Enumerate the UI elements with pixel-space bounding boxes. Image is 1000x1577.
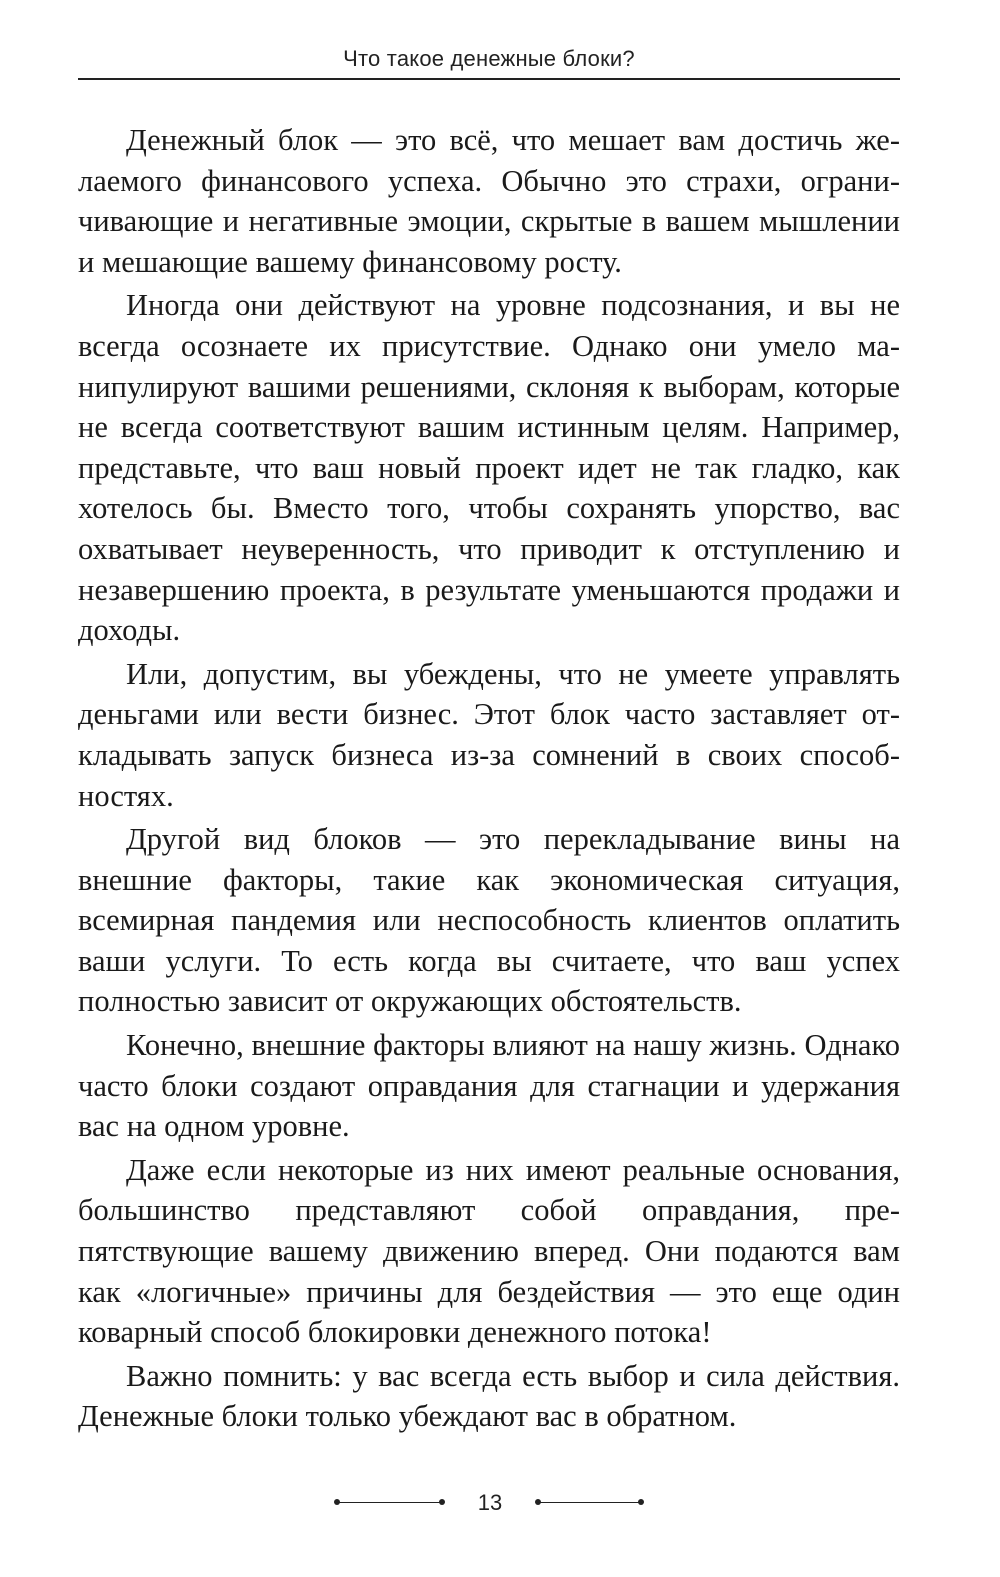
paragraph-6: Даже если некоторые из них имеют реальные основания, большинство представляют собой оправдания, препятствующие вашему движению вперед. Они подаются вам как «логичные» причины для бездействия — это еще один коварный способ блокировки денежного потока!	[78, 1152, 900, 1350]
footer-rule-right	[539, 1502, 641, 1503]
paragraph-3: Или, допустим, вы убеждены, что не умеете управлять деньгами или вести бизнес. Этот блок часто заставляет откладывать запуск бизнеса из-за сомнений в своих способностях.	[78, 656, 900, 813]
paragraph-5: Конечно, внешние факторы влияют на нашу жизнь. Однако часто блоки создают оправдания для стагнации и удержания вас на одном уровне.	[78, 1028, 900, 1144]
running-header-title: Что такое денежные блоки?	[343, 46, 635, 71]
paragraph-7: Важно помнить: у вас всегда есть выбор и сила действия. Денежные блоки только убеждают вас в обратном.	[78, 1358, 900, 1434]
paragraph-4: Другой вид блоков — это перекладывание вины на внешние факторы, такие как экономическая ситуация, всемирная пандемия или неспособность клиентов оплатить ваши услуги. То есть когда вы считаете, что ваш успех полностью зависит от окружающих обстоятельств.	[78, 822, 900, 1019]
footer-dot-right-outer	[638, 1499, 644, 1505]
header-rule	[78, 78, 900, 80]
footer-dot-left-inner	[439, 1499, 445, 1505]
page-footer	[0, 1488, 1000, 1518]
body-text	[78, 120, 900, 1440]
page-number: 13	[477, 1490, 503, 1515]
paragraph-2: Иногда они действуют на уровне подсознания, и вы не всегда осознаете их присутствие. Однако они умело манипулируют вашими решениями, склоняя к выборам, которые не всегда соответствуют вашим истинным целям. Например, представьте, что ваш новый проект идет не так гладко, как хотелось бы. Вместо того, чтобы сохранять упорство, вас охватывает неуверенность, что приводит к отступлению и незавершению проекта, в результате уменьшаются продажи и доходы.	[78, 288, 900, 648]
paragraph-1: Денежный блок — это всё, что мешает вам достичь желаемого финансового успеха. Обычно это страхи, ограничивающие и негативные эмоции, скрытые в вашем мышлении и мешающие вашему финансовому росту.	[78, 123, 900, 279]
footer-rule-left	[338, 1502, 442, 1503]
